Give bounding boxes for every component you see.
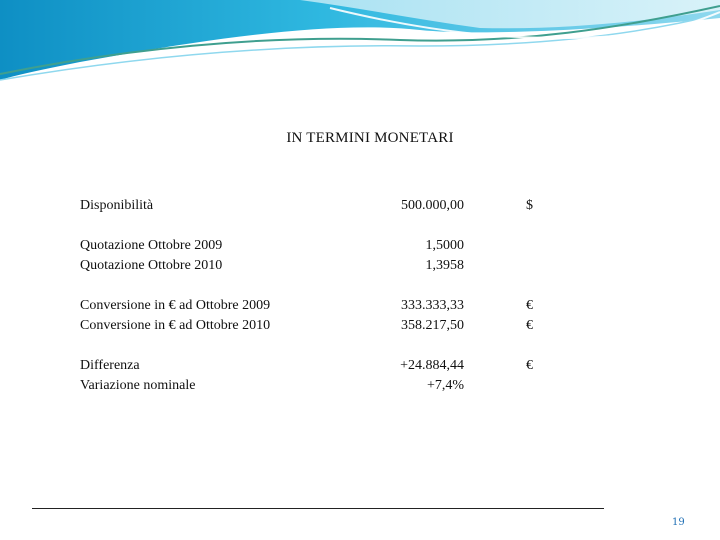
value-quotazione-2009: 1,5000	[425, 238, 464, 253]
value-conversione-2010: 358.217,50	[401, 318, 464, 333]
value-disponibilita: 500.000,00	[401, 198, 464, 213]
label-variazione: Variazione nominale	[80, 378, 196, 393]
label-conversione-2010: Conversione in € ad Ottobre 2010	[80, 318, 271, 333]
currency-disponibilita: $	[526, 198, 533, 213]
slide-title: IN TERMINI MONETARI	[286, 130, 454, 146]
value-variazione: +7,4%	[426, 378, 464, 393]
label-disponibilita: Disponibilità	[80, 198, 154, 213]
currency-differenza: €	[526, 358, 533, 373]
value-differenza: +24.884,44	[400, 358, 464, 373]
value-conversione-2009: 333.333,33	[401, 298, 464, 313]
label-quotazione-2010: Quotazione Ottobre 2010	[80, 258, 223, 273]
currency-conversione-2010: €	[526, 318, 533, 333]
currency-conversione-2009: €	[526, 298, 533, 313]
label-differenza: Differenza	[80, 358, 140, 373]
value-quotazione-2010: 1,3958	[425, 258, 464, 273]
header-wave-banner	[0, 0, 720, 90]
label-conversione-2009: Conversione in € ad Ottobre 2009	[80, 298, 271, 313]
page-number: 19	[672, 517, 685, 528]
label-quotazione-2009: Quotazione Ottobre 2009	[80, 238, 223, 253]
footer-divider	[32, 508, 604, 509]
